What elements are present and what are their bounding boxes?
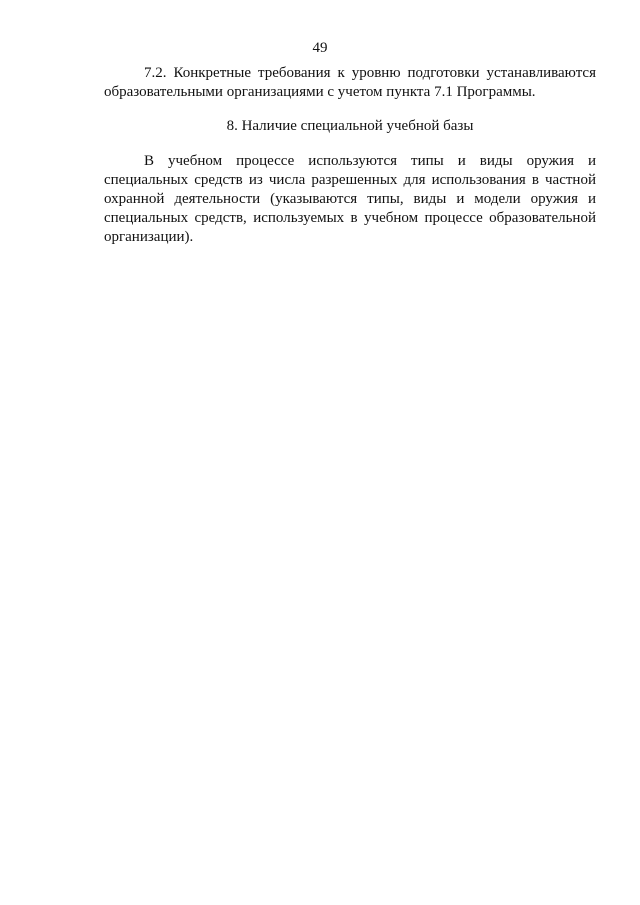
paragraph-8: В учебном процессе используются типы и виды оружия и специальных средств из числа разрешенных для использования в частной охранной деятельности (указываются типы, виды и модели оружия и специальных средств, используемых в учебном процессе образовательной организации).	[104, 153, 596, 245]
paragraph-7-2: 7.2. Конкретные требования к уровню подготовки устанавливаются образовательными организациями с учетом пункта 7.1 Программы.	[104, 65, 596, 100]
page-number: 49	[312, 40, 328, 56]
section-8-heading: 8. Наличие специальной учебной базы	[226, 118, 474, 134]
